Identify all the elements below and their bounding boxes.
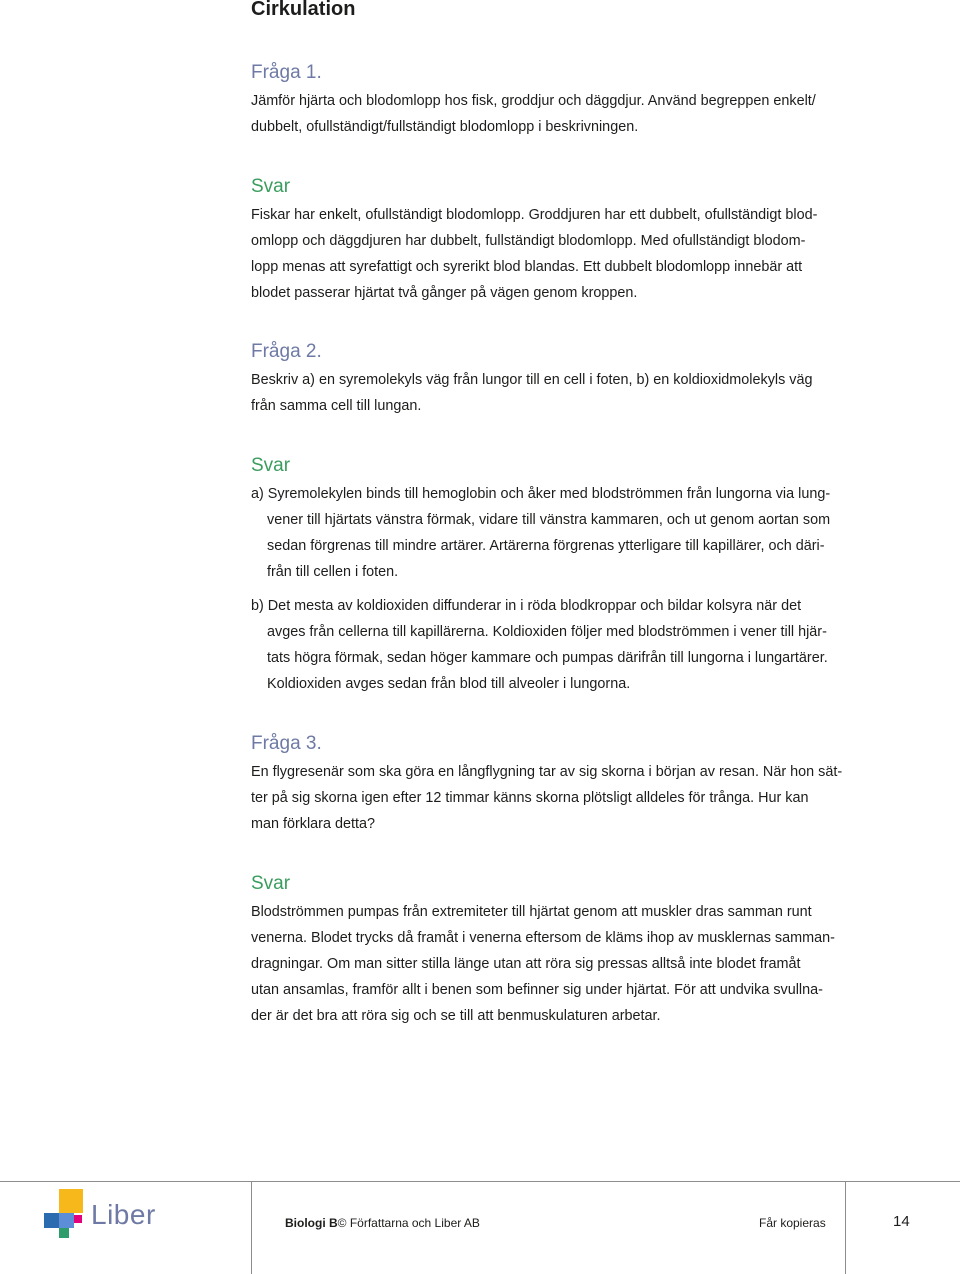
text-line: der är det bra att röra sig och se till att benmuskulaturen arbetar. [251,1008,661,1024]
page-title: Cirkulation [251,0,356,20]
text-line: tats högra förmak, sedan höger kammare och pumpas därifrån till lungorna i lungartärer. [267,650,828,666]
text-line: b) Det mesta av koldioxiden diffunderar in i röda blodkroppar och bildar kolsyra när det [251,598,802,614]
question-3-text [251,759,842,837]
footer-book-credit [285,1216,480,1230]
text-line: Fiskar har enkelt, ofullständigt blodomlopp. Groddjuren har ett dubbelt, ofullständigt blod- [251,207,818,223]
text-line: Blodströmmen pumpas från extremiteter till hjärtat genom att muskler dras samman runt [251,904,812,920]
logo-text: Liber [91,1199,156,1230]
answer-2-part-a [251,481,830,585]
text-line: venerna. Blodet trycks då framåt i venerna eftersom de kläms ihop av musklernas samman- [251,930,835,946]
answer-1-text [251,202,817,306]
text-line: från till cellen i foten. [267,564,399,580]
text-line: blodet passerar hjärtat två gånger på vägen genom kroppen. [251,285,638,301]
copy-permission: Får kopieras [759,1216,826,1230]
question-1-heading: Fråga 1. [251,62,322,83]
answer-2-part-b [251,593,828,697]
text-line: dubbelt, ofullständigt/fullständigt blodomlopp i beskrivningen. [251,119,639,135]
text-line: Beskriv a) en syremolekyls väg från lungor till en cell i foten, b) en koldioxidmolekyls väg [251,372,813,388]
footer-separator [845,1181,846,1274]
question-1-text [251,88,816,140]
copyright-text: © Författarna och Liber AB [337,1216,480,1230]
text-line: a) Syremolekylen binds till hemoglobin och åker med blodströmmen från lungorna via lung- [251,486,831,502]
text-line: Jämför hjärta och blodomlopp hos fisk, groddjur och däggdjur. Använd begreppen enkelt/ [251,93,816,109]
text-line: sedan förgrenas till mindre artärer. Artärerna förgrenas ytterligare till kapillärer, och däri- [267,538,825,554]
text-line: avges från cellerna till kapillärerna. Koldioxiden följer med blodströmmen i vener till hjär- [267,624,827,640]
text-line: man förklara detta? [251,816,375,832]
question-2-text [251,367,812,419]
question-3-heading: Fråga 3. [251,733,322,754]
text-line: från samma cell till lungan. [251,398,422,414]
page-number: 14 [893,1213,910,1230]
text-line: utan ansamlas, framför allt i benen som befinner sig under hjärtat. För att undvika svullna- [251,982,823,998]
text-line: dragningar. Om man sitter stilla länge utan att röra sig pressas alltså inte blodet framåt [251,956,801,972]
answer-2-heading: Svar [251,455,291,476]
question-2-heading: Fråga 2. [251,341,322,362]
answer-1-heading: Svar [251,176,291,197]
footer-separator [251,1181,252,1274]
footer-divider [0,1181,960,1182]
book-title: Biologi B [285,1216,338,1230]
text-line: ter på sig skorna igen efter 12 timmar känns skorna plötsligt alldeles för trånga. Hur kan [251,790,809,806]
text-line: En flygresenär som ska göra en långflygning tar av sig skorna i början av resan. När hon sät- [251,764,843,780]
text-line: Koldioxiden avges sedan från blod till alveoler i lungorna. [267,676,631,692]
text-line: omlopp och däggdjuren har dubbelt, fullständigt blodomlopp. Med ofullständigt blodom- [251,233,806,249]
answer-3-heading: Svar [251,873,291,894]
text-line: vener till hjärtats vänstra förmak, vidare till vänstra kammaren, och ut genom aortan som [267,512,831,528]
text-line: lopp menas att syrefattigt och syrerikt blod blandas. Ett dubbelt blodomlopp innebär att [251,259,803,275]
answer-3-text [251,899,835,1029]
